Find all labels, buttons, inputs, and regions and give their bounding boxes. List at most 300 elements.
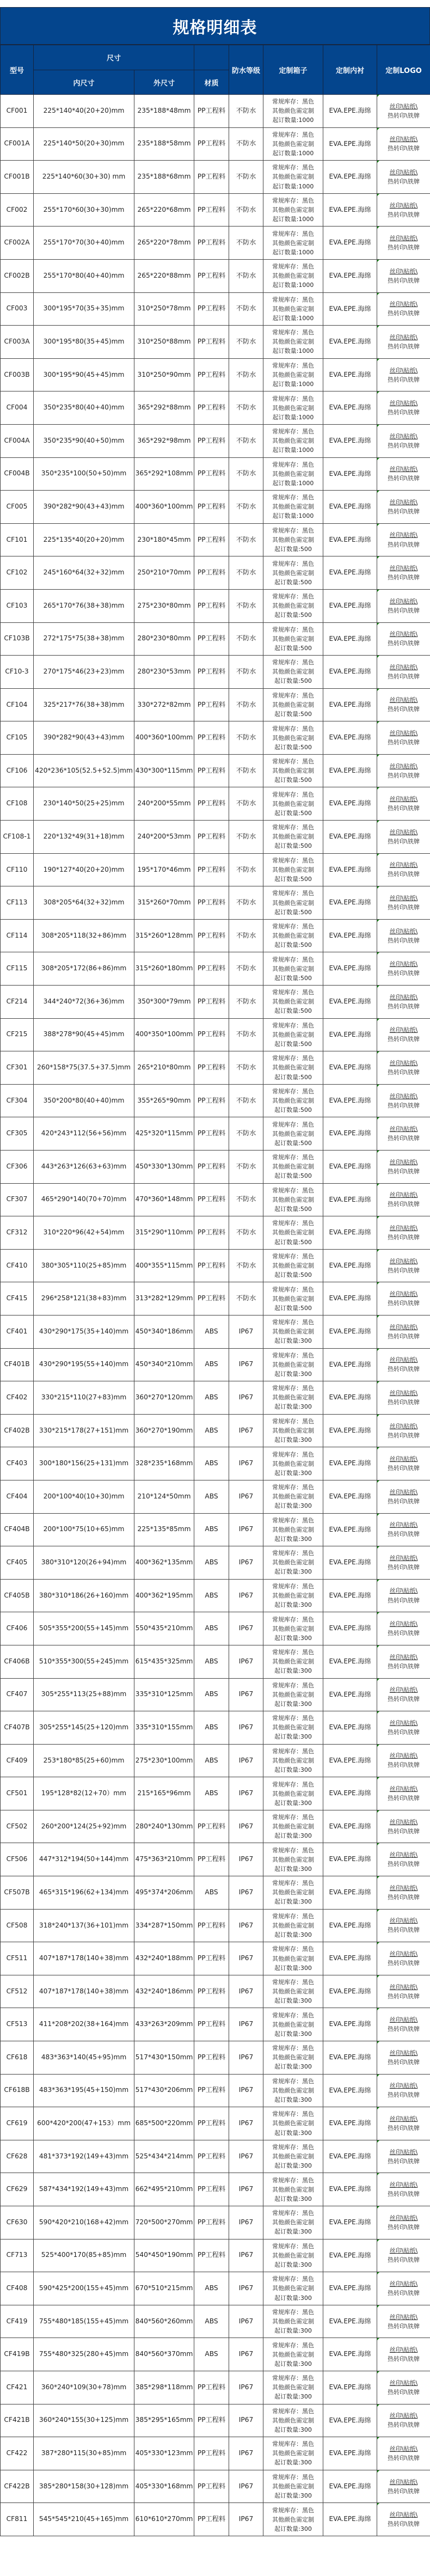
box-custom-color-text: 其他颜色需定制 [272,1658,315,1666]
box-stock-text: 常规库存：黑色 [272,659,315,666]
box-stock-text: 常规库存：黑色 [272,1912,315,1920]
box-stock-text: 常规库存：黑色 [272,1880,315,1887]
page-title: 规格明细表 [0,7,430,45]
cell-material: ABS [194,1612,229,1645]
cell-model: CF115 [1,952,34,986]
cell-waterproof: IP67 [229,1744,263,1777]
cell-inner-size: 350*235*90(40+50)mm [34,424,134,457]
box-custom-color-text: 其他颜色需定制 [272,635,315,643]
cell-inner-size: 505*355*200(55+145)mm [34,1612,134,1645]
cell-custom-lining: EVA.EPE.海绵 [323,2503,377,2536]
cell-waterproof: 不防水 [229,821,263,854]
moq-value: 1000 [298,413,314,421]
cell-custom-box [263,787,323,821]
logo-options-line2: 热转印\铁牌 [388,1201,420,1208]
box-custom-color-text: 其他颜色需定制 [272,1427,315,1435]
cell-material: PP工程料 [194,1909,229,1942]
cell-custom-lining: EVA.EPE.海绵 [323,292,377,326]
logo-options-line2: 热转印\铁牌 [388,342,420,350]
cell-custom-logo [377,1282,430,1315]
cell-waterproof: 不防水 [229,1216,263,1250]
cell-inner-size: 481*373*192(149+43)mm [34,2140,134,2173]
cell-outer-size: 315*290*110mm [134,1216,194,1250]
cell-custom-box [263,853,323,886]
header-custom-box: 定制箱子 [263,45,323,95]
logo-options-line1: 丝印\贴纸\ [389,696,418,704]
cell-inner-size: 350*235*100(50+50)mm [34,457,134,491]
cell-custom-logo [377,1711,430,1745]
cell-custom-box [263,127,323,161]
header-material: 材质 [194,70,229,95]
box-stock-text: 常规库存：黑色 [272,395,315,402]
cell-custom-lining: EVA.EPE.海绵 [323,2470,377,2503]
cell-material: ABS [194,1414,229,1447]
cell-inner-size: 447*312*194(50+144)mm [34,1843,134,1876]
cell-model: CF618B [1,2074,34,2107]
box-custom-color-text: 其他颜色需定制 [272,173,315,181]
logo-options-line2: 热转印\铁牌 [388,475,420,482]
moq-prefix: 起订数量: [274,1601,300,1609]
cell-custom-lining: EVA.EPE.海绵 [323,986,377,1019]
table-header [1,45,430,95]
moq-prefix: 起订数量: [274,2492,300,2500]
cell-custom-box [263,292,323,326]
logo-options-line2: 热转印\铁牌 [388,2091,420,2099]
cell-custom-logo [377,1876,430,1910]
box-custom-color-text: 其他颜色需定制 [272,2219,315,2226]
moq-value: 500 [300,908,312,916]
box-custom-color-text: 其他颜色需定制 [272,2483,315,2491]
cell-custom-lining: EVA.EPE.海绵 [323,589,377,622]
box-custom-color-text: 其他颜色需定制 [272,1526,315,1533]
cell-model: CF312 [1,1216,34,1250]
logo-options-line1: 丝印\贴纸\ [389,2049,418,2057]
cell-custom-logo [377,1843,430,1876]
cell-custom-logo [377,1645,430,1678]
moq-value: 1000 [298,347,314,355]
box-stock-text: 常规库存：黑色 [272,1649,315,1656]
cell-custom-logo [377,1348,430,1381]
box-custom-color-text: 其他颜色需定制 [272,2021,315,2028]
box-stock-text: 常规库存：黑色 [272,494,315,501]
logo-options-line1: 丝印\贴纸\ [389,1191,418,1199]
cell-custom-lining: EVA.EPE.海绵 [323,2305,377,2338]
logo-options-line1: 丝印\贴纸\ [389,2412,418,2420]
moq-value: 1000 [298,282,314,289]
logo-options-line2: 热转印\铁牌 [388,2388,420,2396]
cell-custom-lining: EVA.EPE.海绵 [323,1447,377,1480]
cell-waterproof: 不防水 [229,161,263,194]
box-stock-text: 常规库存：黑色 [272,2011,315,2019]
box-stock-text: 常规库存：黑色 [272,2077,315,2085]
cell-outer-size: 405*330*123mm [134,2437,194,2470]
logo-options-line2: 热转印\铁牌 [388,112,420,119]
cell-outer-size: 235*188*48mm [134,95,194,128]
box-custom-color-text: 其他颜色需定制 [272,2054,315,2061]
logo-options-line2: 热转印\铁牌 [388,2322,420,2330]
logo-options-line2: 热转印\铁牌 [388,1431,420,1439]
cell-model: CF630 [1,2206,34,2240]
box-stock-text: 常规库存：黑色 [272,2242,315,2250]
logo-options-line2: 热转印\铁牌 [388,805,420,812]
table-row [1,1513,430,1546]
cell-custom-logo [377,2041,430,2075]
logo-options-line2: 热转印\铁牌 [388,1728,420,1736]
cell-outer-size: 517*430*150mm [134,2041,194,2075]
cell-custom-box [263,523,323,556]
cell-material: PP工程料 [194,1282,229,1315]
logo-options-line1: 丝印\贴纸\ [389,201,418,209]
table-row [1,1876,430,1910]
cell-custom-lining: EVA.EPE.海绵 [323,2272,377,2305]
table-row [1,919,430,952]
cell-custom-lining: EVA.EPE.海绵 [323,1645,377,1678]
box-custom-color-text: 其他颜色需定制 [272,371,315,379]
cell-model: CF101 [1,523,34,556]
table-row [1,1447,430,1480]
box-stock-text: 常规库存：黑色 [272,1319,315,1326]
box-stock-text: 常规库存：黑色 [272,131,315,138]
cell-waterproof: 不防水 [229,952,263,986]
moq-prefix: 起订数量: [274,809,300,817]
box-stock-text: 常规库存：黑色 [272,164,315,172]
cell-material: PP工程料 [194,821,229,854]
cell-custom-logo [377,2107,430,2140]
cell-custom-lining: EVA.EPE.海绵 [323,227,377,260]
moq-value: 300 [300,1700,312,1708]
cell-material: PP工程料 [194,721,229,755]
cell-material: PP工程料 [194,1151,229,1184]
cell-material: PP工程料 [194,2470,229,2503]
logo-options-line1: 丝印\贴纸\ [389,531,418,539]
cell-waterproof: IP67 [229,1414,263,1447]
cell-custom-lining: EVA.EPE.海绵 [323,1414,377,1447]
moq-prefix: 起订数量: [274,1469,300,1477]
box-custom-color-text: 其他颜色需定制 [272,1328,315,1336]
cell-waterproof: 不防水 [229,1117,263,1151]
box-stock-text: 常规库存：黑色 [272,1582,315,1590]
cell-custom-logo [377,2305,430,2338]
moq-value: 1000 [298,216,314,223]
cell-custom-logo [377,1810,430,1843]
cell-outer-size: 365*292*88mm [134,391,194,425]
box-custom-color-text: 其他颜色需定制 [272,734,315,742]
box-custom-color-text: 其他颜色需定制 [272,1592,315,1599]
cell-model: CF409 [1,1744,34,1777]
logo-options-line2: 热转印\铁牌 [388,1300,420,1307]
cell-waterproof: IP67 [229,1777,263,1810]
box-stock-text: 常规库存：黑色 [272,791,315,798]
moq-value: 300 [300,1865,312,1873]
logo-options-line1: 丝印\贴纸\ [389,1356,418,1364]
cell-custom-box [263,2074,323,2107]
cell-inner-size: 600*420*200(47+153）mm [34,2107,134,2140]
cell-inner-size: 545*545*210(45+165)mm [34,2503,134,2536]
cell-waterproof: 不防水 [229,853,263,886]
cell-custom-box [263,2008,323,2041]
cell-custom-logo [377,589,430,622]
box-custom-color-text: 其他颜色需定制 [272,2516,315,2523]
cell-inner-size: 587*434*192(149+43)mm [34,2173,134,2206]
box-stock-text: 常规库存：黑色 [272,2045,315,2052]
cell-custom-lining: EVA.EPE.海绵 [323,787,377,821]
moq-value: 500 [300,776,312,784]
moq-prefix: 起订数量: [272,117,299,124]
box-custom-color-text: 其他颜色需定制 [272,1229,315,1237]
cell-model: CF618 [1,2041,34,2075]
cell-material: PP工程料 [194,2206,229,2240]
cell-waterproof: 不防水 [229,457,263,491]
cell-outer-size: 195*170*46mm [134,853,194,886]
box-stock-text: 常规库存：黑色 [272,2473,315,2481]
logo-options-line1: 丝印\贴纸\ [389,1257,418,1265]
cell-outer-size: 280*230*53mm [134,656,194,689]
cell-custom-box [263,1151,323,1184]
cell-material: ABS [194,1777,229,1810]
cell-custom-box [263,2173,323,2206]
cell-outer-size: 230*180*45mm [134,523,194,556]
table-row [1,886,430,920]
moq-value: 1000 [298,381,314,388]
cell-custom-box [263,886,323,920]
moq-prefix: 起订数量: [274,1238,300,1246]
header-waterproof: 防水等级 [229,45,263,95]
logo-options-line2: 热转印\铁牌 [388,1662,420,1670]
logo-options-line1: 丝印\贴纸\ [389,730,418,737]
box-stock-text: 常规库存：黑色 [272,428,315,436]
cell-outer-size: 450*340*186mm [134,1315,194,1348]
box-stock-text: 常规库存：黑色 [272,2210,315,2217]
box-custom-color-text: 其他颜色需定制 [272,767,315,775]
logo-options-line2: 热转印\铁牌 [388,244,420,252]
cell-material: PP工程料 [194,95,229,128]
cell-outer-size: 330*272*82mm [134,688,194,721]
logo-options-line2: 热转印\铁牌 [388,2487,420,2495]
moq-value: 300 [300,1766,312,1773]
cell-model: CF419B [1,2338,34,2371]
cell-custom-lining: EVA.EPE.海绵 [323,1282,377,1315]
cell-model: CF003B [1,358,34,391]
moq-prefix: 起订数量: [274,611,300,619]
cell-custom-logo [377,2074,430,2107]
box-custom-color-text: 其他颜色需定制 [272,107,315,115]
cell-model: CF405 [1,1546,34,1580]
cell-model: CF004B [1,457,34,491]
moq-prefix: 起订数量: [274,1502,300,1510]
moq-value: 300 [300,2426,312,2433]
box-stock-text: 常规库存：黑色 [272,1616,315,1623]
table-row [1,491,430,524]
moq-value: 300 [300,1403,312,1411]
cell-material: PP工程料 [194,1249,229,1282]
cell-material: PP工程料 [194,1051,229,1085]
cell-inner-size: 350*200*80(40+40)mm [34,1084,134,1117]
cell-material: PP工程料 [194,754,229,787]
moq-value: 300 [300,1667,312,1675]
cell-custom-box [263,1579,323,1612]
moq-prefix: 起订数量: [274,743,300,751]
logo-options-line1: 丝印\贴纸\ [389,1290,418,1298]
cell-outer-size: 315*260*128mm [134,919,194,952]
cell-material: ABS [194,1315,229,1348]
cell-custom-logo [377,1678,430,1711]
cell-material: ABS [194,1579,229,1612]
cell-model: CF410 [1,1249,34,1282]
moq-prefix: 起订数量: [274,1007,300,1015]
cell-custom-lining: EVA.EPE.海绵 [323,2371,377,2404]
logo-options-line2: 热转印\铁牌 [388,1135,420,1142]
cell-waterproof: IP67 [229,1909,263,1942]
cell-outer-size: 355*265*90mm [134,1084,194,1117]
cell-model: CF629 [1,2173,34,2206]
box-custom-color-text: 其他颜色需定制 [272,1394,315,1402]
cell-outer-size: 275*230*100mm [134,1744,194,1777]
table-row [1,1777,430,1810]
box-custom-color-text: 其他颜色需定制 [272,2285,315,2292]
logo-options-line1: 丝印\贴纸\ [389,2445,418,2452]
cell-custom-box [263,1744,323,1777]
cell-material: PP工程料 [194,326,229,359]
cell-inner-size: 390*282*90(43+43)mm [34,491,134,524]
moq-prefix: 起订数量: [274,1205,300,1213]
cell-waterproof: IP67 [229,2173,263,2206]
moq-prefix: 起订数量: [272,347,299,355]
cell-custom-lining: EVA.EPE.海绵 [323,2173,377,2206]
box-stock-text: 常规库存：黑色 [272,1088,315,1096]
cell-inner-size: 755*480*325(280+45)mm [34,2338,134,2371]
logo-options-line1: 丝印\贴纸\ [389,895,418,902]
cell-custom-box [263,622,323,656]
box-stock-text: 常规库存：黑色 [272,362,315,369]
cell-model: CF108-1 [1,821,34,854]
box-custom-color-text: 其他颜色需定制 [272,2416,315,2424]
moq-prefix: 起订数量: [272,182,299,190]
logo-options-line2: 热转印\铁牌 [388,2421,420,2429]
cell-custom-lining: EVA.EPE.海绵 [323,1480,377,1513]
cell-outer-size: 550*435*210mm [134,1612,194,1645]
cell-outer-size: 240*200*53mm [134,821,194,854]
box-custom-color-text: 其他颜色需定制 [272,536,315,543]
cell-material: ABS [194,1546,229,1580]
logo-options-line1: 丝印\贴纸\ [389,1950,418,1957]
logo-options-line2: 热转印\铁牌 [388,1465,420,1472]
logo-options-line2: 热转印\铁牌 [388,1167,420,1175]
moq-value: 300 [300,1634,312,1642]
moq-prefix: 起订数量: [274,2294,300,2302]
box-custom-color-text: 其他颜色需定制 [272,569,315,577]
cell-custom-box [263,1315,323,1348]
box-stock-text: 常规库存：黑色 [272,1385,315,1392]
box-custom-color-text: 其他颜色需定制 [272,1922,315,1929]
cell-custom-logo [377,2008,430,2041]
cell-model: CF619 [1,2107,34,2140]
cell-outer-size: 720*500*270mm [134,2206,194,2240]
cell-material: PP工程料 [194,2239,229,2272]
box-custom-color-text: 其他颜色需定制 [272,932,315,940]
cell-waterproof: 不防水 [229,1018,263,1051]
moq-value: 300 [300,1502,312,1510]
box-custom-color-text: 其他颜色需定制 [272,1625,315,1632]
moq-prefix: 起订数量: [274,875,300,883]
cell-custom-lining: EVA.EPE.海绵 [323,2107,377,2140]
table-row [1,589,430,622]
cell-waterproof: IP67 [229,2041,263,2075]
moq-prefix: 起订数量: [274,1436,300,1444]
logo-options-line2: 热转印\铁牌 [388,2026,420,2033]
cell-custom-box [263,1018,323,1051]
logo-options-line2: 热转印\铁牌 [388,1266,420,1274]
table-row [1,1051,430,1085]
logo-options-line2: 热转印\铁牌 [388,970,420,977]
logo-options-line2: 热转印\铁牌 [388,211,420,218]
cell-outer-size: 313*282*129mm [134,1282,194,1315]
cell-material: PP工程料 [194,2371,229,2404]
cell-material: ABS [194,2272,229,2305]
cell-inner-size: 390*282*90(43+43)mm [34,721,134,755]
moq-value: 500 [300,1271,312,1279]
header-inner-size: 内尺寸 [34,70,134,95]
cell-custom-lining: EVA.EPE.海绵 [323,1183,377,1216]
box-stock-text: 常规库存：黑色 [272,527,315,534]
cell-waterproof: 不防水 [229,95,263,128]
moq-prefix: 起订数量: [274,1568,300,1576]
box-stock-text: 常规库存：黑色 [272,1154,315,1161]
cell-custom-lining: EVA.EPE.海绵 [323,1612,377,1645]
cell-outer-size: 840*560*260mm [134,2305,194,2338]
table-row [1,161,430,194]
cell-outer-size: 225*135*85mm [134,1513,194,1546]
logo-options-line1: 丝印\贴纸\ [389,432,418,440]
cell-custom-lining: EVA.EPE.海绵 [323,2140,377,2173]
cell-inner-size: 305*255*145(25+120)mm [34,1711,134,1745]
moq-value: 500 [300,677,312,685]
cell-outer-size: 240*200*55mm [134,787,194,821]
logo-options-line1: 丝印\贴纸\ [389,2313,418,2321]
cell-inner-size: 360*240*155(30+125)mm [34,2404,134,2437]
cell-custom-lining: EVA.EPE.海绵 [323,1711,377,1745]
cell-outer-size: 432*240*188mm [134,1942,194,1975]
box-stock-text: 常规库存：黑色 [272,1550,315,1557]
cell-custom-box [263,986,323,1019]
cell-waterproof: 不防水 [229,491,263,524]
moq-value: 300 [300,2459,312,2467]
table-row [1,2404,430,2437]
cell-model: CF422 [1,2437,34,2470]
logo-options-line1: 丝印\贴纸\ [389,1323,418,1331]
table-row [1,1183,430,1216]
table-row [1,986,430,1019]
box-stock-text: 常规库存：黑色 [272,1451,315,1458]
cell-outer-size: 385*295*165mm [134,2404,194,2437]
box-custom-color-text: 其他颜色需定制 [272,1724,315,1731]
cell-inner-size: 407*187*178(140+38)mm [34,1975,134,2008]
box-stock-text: 常规库存：黑色 [272,461,315,468]
cell-waterproof: IP67 [229,2272,263,2305]
cell-custom-box [263,919,323,952]
cell-custom-lining: EVA.EPE.海绵 [323,1249,377,1282]
box-stock-text: 常规库存：黑色 [272,2440,315,2448]
moq-prefix: 起订数量: [274,1304,300,1312]
cell-model: CF403 [1,1447,34,1480]
moq-value: 500 [300,1007,312,1015]
box-custom-color-text: 其他颜色需定制 [272,1163,315,1171]
cell-material: PP工程料 [194,457,229,491]
box-custom-color-text: 其他颜色需定制 [272,1130,315,1137]
box-custom-color-text: 其他颜色需定制 [272,2450,315,2457]
box-custom-color-text: 其他颜色需定制 [272,206,315,214]
box-stock-text: 常规库存：黑色 [272,2375,315,2382]
cell-model: CF402B [1,1414,34,1447]
